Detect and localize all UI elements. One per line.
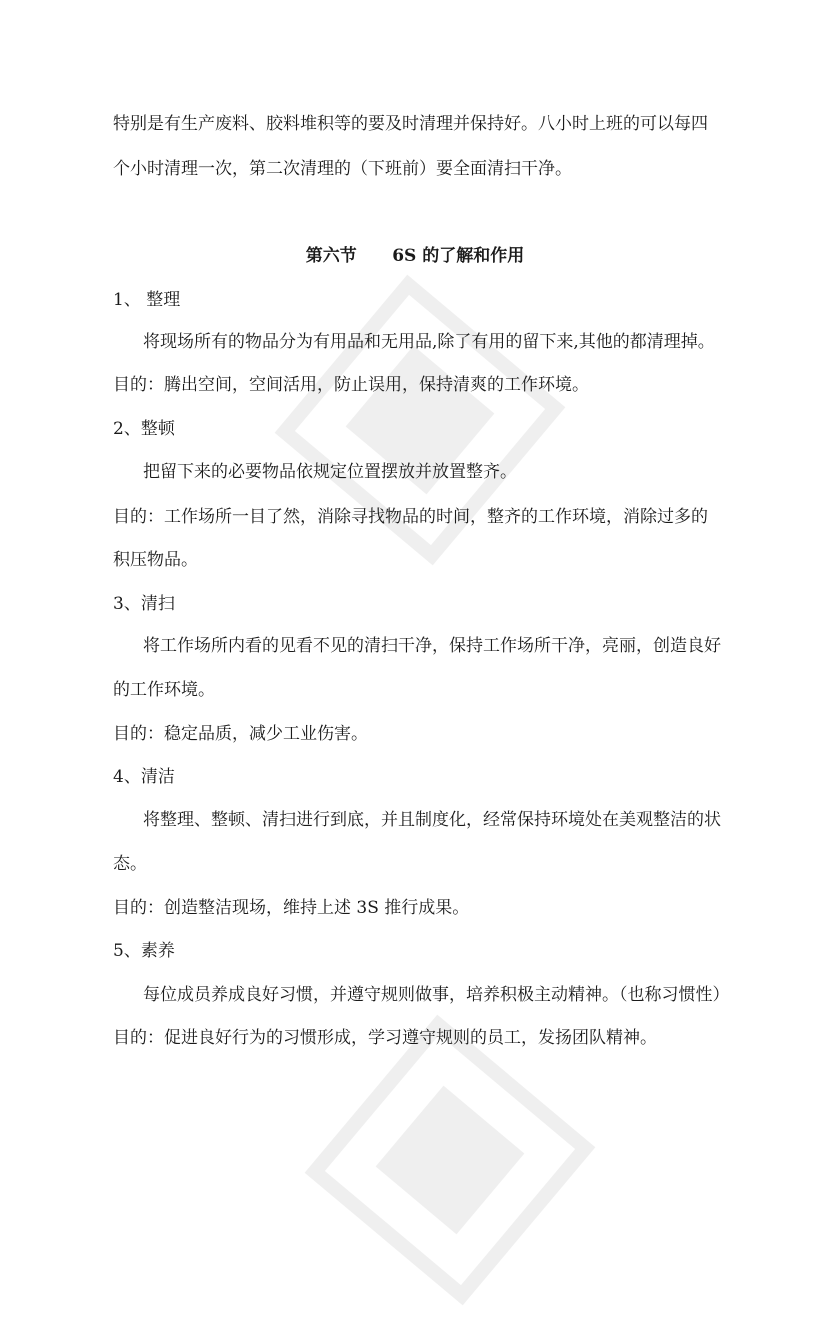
item-purpose-line: 目的：工作场所一目了然，消除寻找物品的时间，整齐的工作环境，消除过多的 [113, 507, 708, 527]
item-body-line: 的工作环境。 [113, 680, 215, 700]
item-purpose-line: 目的：创造整洁现场，维持上述 3S 推行成果。 [113, 898, 470, 918]
item-heading: 5、素养 [113, 941, 175, 961]
paragraph-line: 特别是有生产废料、胶料堆积等的要及时清理并保持好。八小时上班的可以每四 [113, 114, 708, 134]
item-heading: 3、清扫 [113, 594, 175, 614]
item-body-line: 将现场所有的物品分为有用品和无用品,除了有用的留下来,其他的都清理掉。 [143, 332, 715, 352]
item-heading: 2、整顿 [113, 419, 175, 439]
item-body-line: 把留下来的必要物品依规定位置摆放并放置整齐。 [143, 462, 517, 482]
watermark-seal-graphic [251, 251, 589, 589]
item-purpose-line: 目的：腾出空间，空间活用，防止误用，保持清爽的工作环境。 [113, 375, 589, 395]
item-body-line: 每位成员养成良好习惯，并遵守规则做事，培养积极主动精神。（也称习惯性） [143, 985, 730, 1005]
item-purpose-line: 目的：促进良好行为的习惯形成，学习遵守规则的员工，发扬团队精神。 [113, 1028, 657, 1048]
item-body-line: 将工作场所内看的见看不见的清扫干净，保持工作场所干净，亮丽，创造良好 [143, 636, 721, 656]
item-purpose-line: 目的：稳定品质，减少工业伤害。 [113, 724, 368, 744]
section-title: 第六节 6S 的了解和作用 [305, 246, 525, 266]
item-purpose-line: 积压物品。 [113, 550, 198, 570]
item-body-line: 态。 [113, 854, 147, 874]
item-heading: 4、清洁 [113, 767, 175, 787]
item-heading: 1、 整理 [113, 290, 181, 310]
paragraph-line: 个小时清理一次，第二次清理的（下班前）要全面清扫干净。 [113, 159, 572, 179]
item-body-line: 将整理、整顿、清扫进行到底，并且制度化，经常保持环境处在美观整洁的状 [143, 810, 721, 830]
